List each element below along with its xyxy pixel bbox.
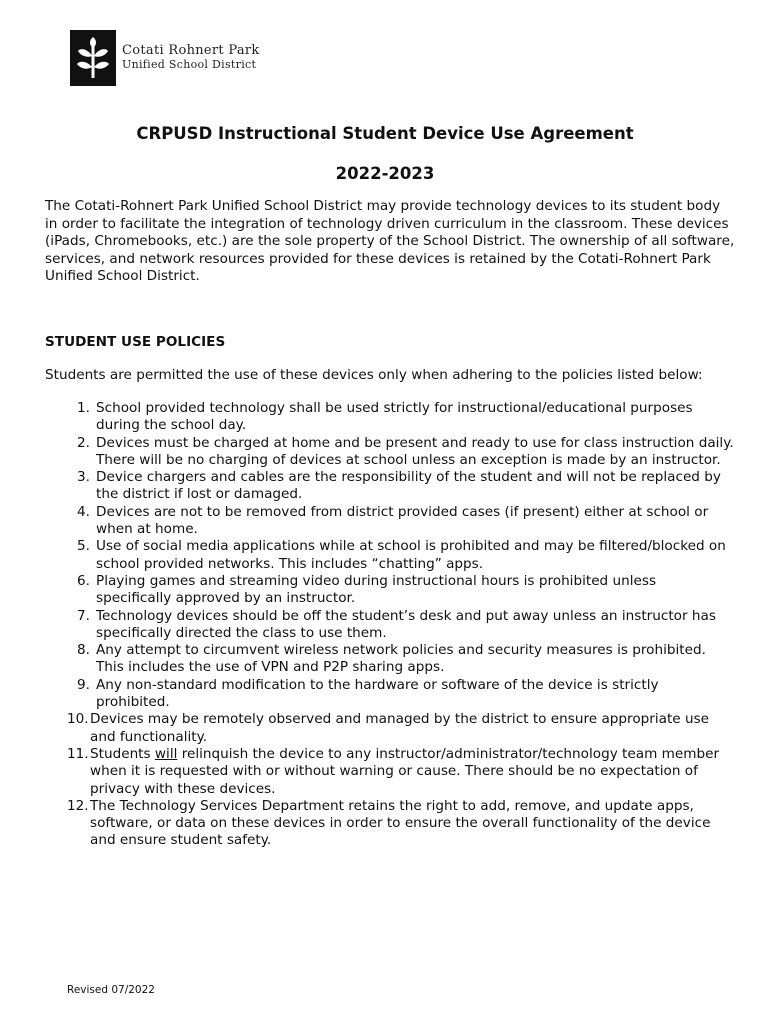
list-number: 12. [67,797,89,814]
list-text: Devices may be remotely observed and managed by the district to ensure appropriate use and functionality. [90,711,710,745]
list-number: 8. [77,642,90,659]
document-year: 2022-2023 [335,164,435,183]
list-text-lead: Students [90,745,155,762]
list-item [45,504,735,539]
revision-date: Revised 07/2022 [67,984,155,996]
list-item [45,400,735,435]
intro-paragraph: The Cotati-Rohnert Park Unified School District may provide technology devices to its student body in order to facilitate the integration of technology driven curriculum in the classroom. These devices (iPads, Chromebooks, etc.) are the sole property of the School District. The ownership of all software, services, and network resources provided for these devices is retained by the Cotati-Rohnert Park Unified School District. [45,198,735,284]
section-heading: STUDENT USE POLICIES [45,334,226,350]
list-item [45,711,735,746]
list-number: 6. [77,572,90,589]
list-number: 5. [77,538,90,555]
logo-line-1: Cotati Rohnert Park [122,43,260,58]
list-number: 4. [77,503,90,520]
emphasis-will: will [154,745,178,762]
district-logo [70,30,260,86]
list-item [45,435,735,470]
list-text-rest: relinquish the device to any instructor/administrator/technology team member when it is requested with or without warning or cause. There should be no expectation of privacy with these devices. [90,745,720,797]
list-text: Any non-standard modification to the hardware or software of the device is strictly prohibited. [96,676,659,711]
list-item [45,677,735,712]
list-text: School provided technology shall be used strictly for instructional/educational purposes during the school day. [96,400,693,434]
list-number: 11. [67,745,89,762]
list-text: The Technology Services Department retains the right to add, remove, and update apps, software, or data on these devices in order to ensure the overall functionality of the device and ensure student safety. [90,797,711,849]
list-text [90,746,735,798]
list-text: Use of social media applications while at school is prohibited and may be filtered/blocked on school provided networks. This includes “chatting” apps. [96,538,726,572]
list-item [45,642,735,677]
list-text: Technology devices should be off the student’s desk and put away unless an instructor has specifically directed the class to use them. [96,607,716,641]
list-item [45,573,735,608]
list-number: 3. [77,469,90,486]
policy-list [45,400,735,850]
list-text: Device chargers and cables are the responsibility of the student and will not be replaced by the district if lost or damaged. [96,469,721,503]
list-number: 10. [67,711,89,728]
list-item [45,798,735,850]
policies-lead-text: Students are permitted the use of these devices only when adhering to the policies listed below: [45,367,703,383]
document-title: CRPUSD Instructional Student Device Use Agreement [136,124,634,143]
list-item [45,469,735,504]
list-number: 1. [77,400,90,416]
list-text: Playing games and streaming video during instructional hours is prohibited unless specifically approved by an instructor. [96,572,657,607]
logo-line-2: Unified School District [122,58,257,71]
list-number: 7. [77,607,90,624]
district-name [122,44,260,72]
list-text: Devices are not to be removed from district provided cases (if present) either at school or when at home. [96,503,709,538]
list-text: Any attempt to circumvent wireless network policies and security measures is prohibited. This includes the use of VPN and P2P sharing apps. [96,642,706,676]
list-text: Devices must be charged at home and be present and ready to use for class instruction daily. There will be no charging of devices at school unless an exception is made by an instructor. [96,434,734,468]
list-item [45,608,735,643]
list-item [45,746,735,798]
list-number: 9. [77,676,90,693]
sprout-icon [70,30,116,86]
list-item [45,538,735,573]
list-number: 2. [77,434,90,451]
